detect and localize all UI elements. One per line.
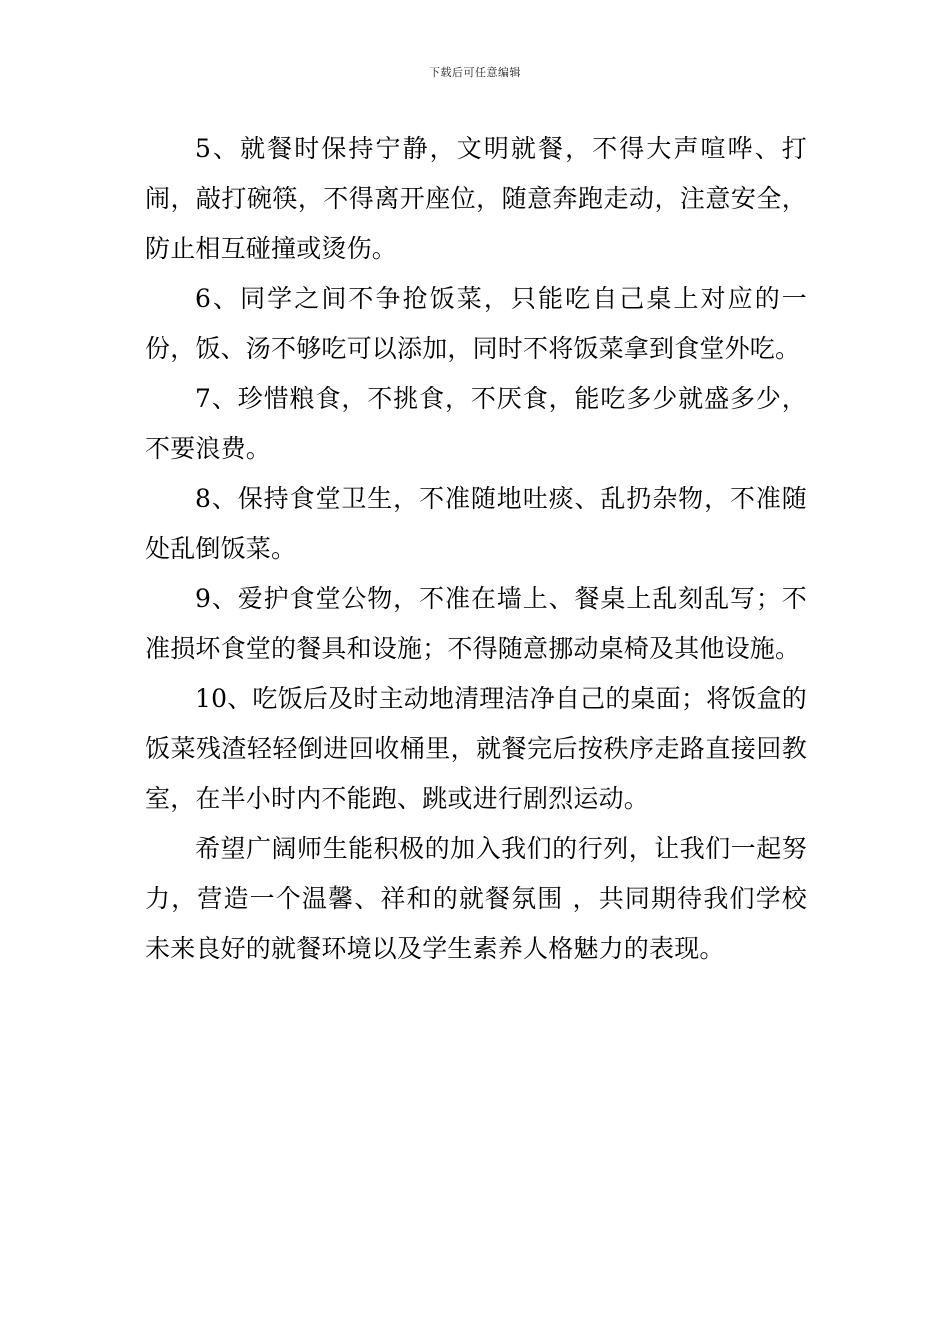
paragraph-closing: 希望广阔师生能积极的加入我们的行列，让我们一起努力，营造一个温馨、祥和的就餐氛围 ，共同期待我们学校未来良好的就餐环境以及学生素养人格魅力的表现。: [145, 834, 807, 963]
paragraph-rule-6: 6、同学之间不争抢饭菜，只能吃自己桌上对应的一份，饭、汤不够吃可以添加，同时不将饭菜拿到食堂外吃。: [145, 284, 807, 363]
paragraph-rule-7: 7、珍惜粮食，不挑食，不厌食，能吃多少就盛多少，不要浪费。: [145, 384, 807, 463]
paragraph-rule-10: 10、吃饭后及时主动地清理洁净自己的桌面；将饭盒的饭菜残渣轻轻倒进回收桶里，就餐完后按秩序走路直接回教室，在半小时内不能跑、跳或进行剧烈运动。: [145, 684, 807, 813]
document-body: [145, 124, 807, 974]
paragraph-rule-5: 5、就餐时保持宁静，文明就餐，不得大声喧哗、打闹，敲打碗筷，不得离开座位，随意奔跑走动，注意安全，防止相互碰撞或烫伤。: [145, 134, 807, 263]
paragraph-rule-8: 8、保持食堂卫生，不准随地吐痰、乱扔杂物，不准随处乱倒饭菜。: [145, 484, 807, 563]
header-note: 下载后可任意编辑: [429, 66, 521, 79]
paragraph-rule-9: 9、爱护食堂公物，不准在墙上、餐桌上乱刻乱写；不准损坏食堂的餐具和设施；不得随意挪动桌椅及其他设施。: [145, 584, 807, 663]
